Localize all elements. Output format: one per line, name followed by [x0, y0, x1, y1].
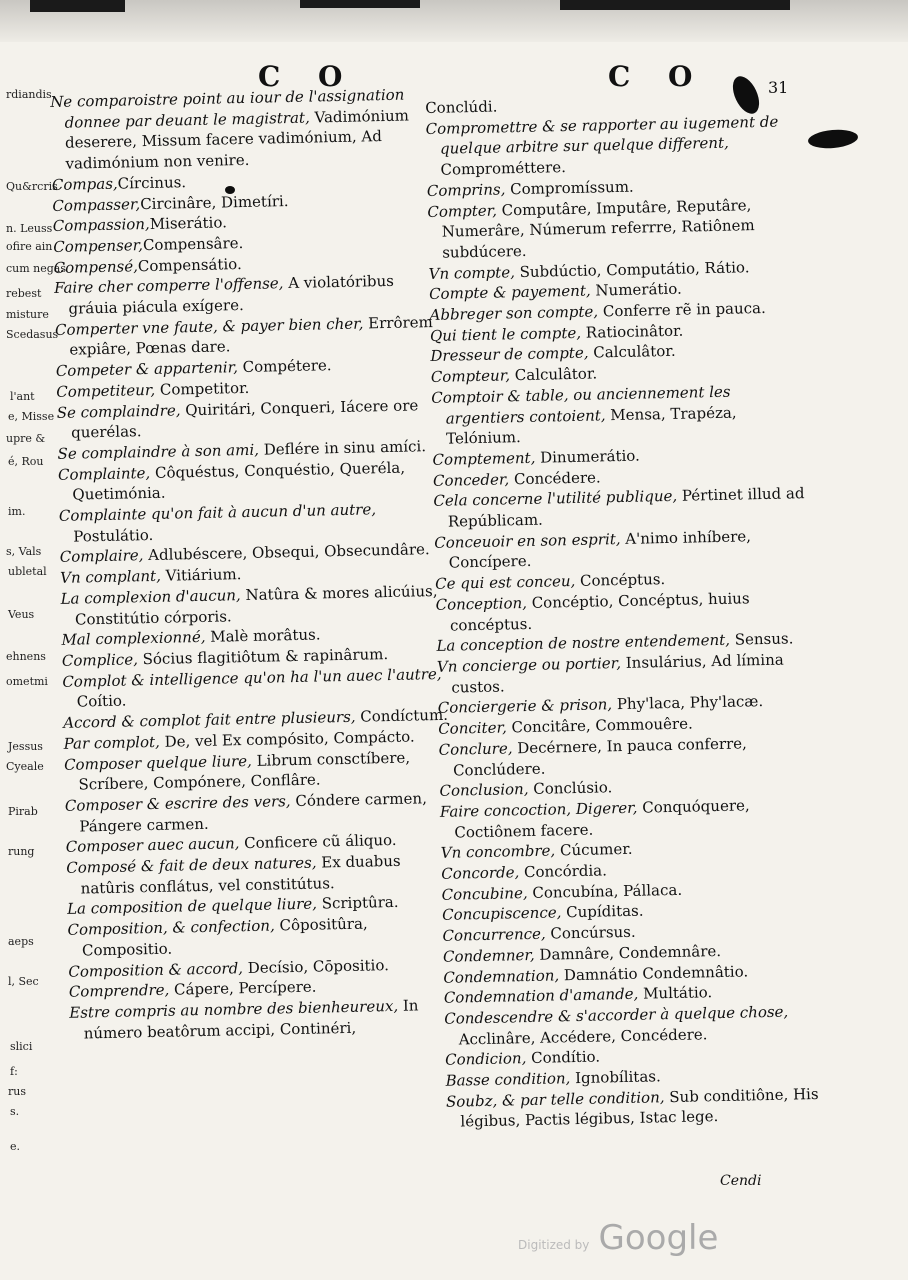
entry-french: Condemnation, [443, 965, 560, 987]
margin-fragment: aeps [8, 935, 34, 948]
margin-fragment: slici [10, 1040, 33, 1053]
entry-french: Comptoir & table, ou anciennement les argentiers contoient, [431, 382, 731, 428]
entry-french: Composer & escrire des vers, [64, 792, 291, 815]
margin-fragment: rus [8, 1085, 26, 1098]
entry-latin: Ex duabus natûris conflátus, vel constitútus. [80, 851, 401, 898]
entry-french: Faire concoction, Digerer, [439, 798, 638, 821]
entry-french: Conciergerie & prison, [437, 695, 613, 718]
entry-french: La conception de nostre entendement, [436, 631, 731, 656]
right-column [425, 90, 827, 1133]
entry-latin: Concéptus. [575, 570, 666, 591]
margin-fragment: e, Misse [8, 410, 55, 423]
entry-french: Qui tient le compte, [429, 323, 582, 345]
entry-latin: Compromíssum. [505, 177, 634, 199]
entry-latin: Subdúctio, Computátio, Rátio. [514, 257, 750, 281]
entry-french: La complexion d'aucun, [60, 585, 241, 608]
entry-french: Composé & fait de deux natures, [66, 853, 317, 877]
entry-french: Soubz, & par telle condition, [445, 1087, 665, 1111]
entry-french: Vn concombre, [440, 841, 556, 863]
page-number: 31 [768, 78, 789, 97]
entry-french: Composer auec aucun, [65, 834, 240, 857]
entry-latin: Concórdia. [519, 861, 608, 882]
entry-french: Comperter vne faute, & payer bien cher, [54, 314, 364, 339]
entry-french: Composition & accord, [68, 958, 244, 981]
entry-latin: A violatóribus gráuia piácula exígere. [68, 272, 395, 318]
ink-smear [560, 0, 790, 10]
entry-french: Mal complexionné, [61, 628, 206, 650]
dictionary-entry [69, 995, 460, 1045]
entry-latin: Conquóquere, Coctiônem facere. [454, 796, 750, 842]
entry-latin: Calculâtor. [588, 342, 676, 363]
entry-french: Se complaindre, [56, 400, 181, 422]
google-watermark [518, 1218, 718, 1258]
entry-latin: Cúcumer. [555, 840, 633, 860]
entry-latin: Vadimónium deserere, Missum facere vadimónium, Ad vadimónium non venire. [64, 106, 410, 173]
entry-latin: Ratiocinâtor. [580, 321, 684, 342]
entry-latin: Numerátio. [590, 279, 682, 300]
entry-french: Se complaindre à son ami, [57, 440, 260, 463]
entry-latin: Condítio. [526, 1047, 601, 1068]
entry-latin: Conclúdi. [425, 97, 498, 117]
entry-latin: Circinâre, Dimetíri. [140, 191, 289, 213]
dictionary-entry [446, 1084, 827, 1133]
margin-fragment: Veus [8, 608, 35, 621]
entry-french: Complainte qu'on fait à aucun d'un autre, [58, 500, 377, 525]
entry-french: Comprendre, [68, 980, 170, 1002]
margin-fragment: s. [10, 1105, 20, 1118]
entry-french: Conception, [435, 593, 528, 614]
entry-french: Estre compris au nombre des bienheureux, [69, 996, 399, 1022]
entry-french: Competiteur, [56, 380, 156, 401]
entry-latin: Postulátio. [73, 525, 154, 546]
entry-latin: Cóndere carmen, Pángere carmen. [79, 789, 428, 836]
entry-latin: Adlubéscere, Obsequi, Obsecundâre. [143, 540, 430, 565]
entry-french: Comptement, [432, 448, 536, 469]
entry-latin: Quiritári, Conqueri, Iácere ore querélas. [70, 395, 419, 442]
entry-french: Compassion, [52, 215, 150, 236]
entry-french: Compensé, [53, 256, 139, 277]
entry-french: Condemner, [442, 945, 535, 966]
entry-latin: Decísio, Cōpositio. [242, 955, 390, 977]
entry-latin: Damnátio Condemnâtio. [558, 961, 749, 984]
entry-latin: Competitor. [154, 378, 250, 399]
left-column [50, 84, 460, 1044]
entry-latin: Comprométtere. [440, 158, 567, 179]
entry-latin: Compensâre. [142, 233, 244, 255]
entry-french: Complainte, [57, 463, 151, 484]
entry-latin: In número beatôrum accipi, Continéri, [83, 996, 419, 1043]
ink-smear [300, 0, 420, 8]
entry-french: Complice, [61, 650, 139, 670]
margin-fragment: f: [10, 1065, 18, 1078]
margin-fragment: ometmi [6, 675, 48, 688]
entry-latin: Concédere. [509, 468, 601, 488]
entry-french: La composition de quelque liure, [66, 895, 318, 919]
margin-fragment: cum negas [6, 262, 67, 275]
watermark-brand: Google [598, 1218, 719, 1258]
dictionary-entry [431, 380, 812, 450]
margin-fragment: e. [10, 1140, 21, 1153]
entry-latin: Ignobílitas. [570, 1067, 661, 1088]
entry-french: Faire cher comperre l'offense, [53, 274, 284, 298]
entry-latin: Decérnere, In pauca conferre, Conclúdere. [452, 734, 748, 780]
entry-latin: Concubína, Pállaca. [527, 880, 683, 902]
margin-fragment: l, Sec [8, 975, 39, 988]
entry-latin: Círcinus. [117, 172, 187, 193]
margin-fragment: ubletal [8, 565, 47, 578]
entry-french: Basse condition, [445, 1069, 571, 1090]
entry-french: Conceder, [432, 469, 510, 490]
entry-latin: Conclúsio. [528, 778, 613, 799]
dictionary-entry [427, 194, 808, 264]
entry-latin: Concitâre, Commouêre. [506, 714, 693, 737]
margin-fragment: upre & [6, 432, 46, 445]
entry-latin: Multátio. [638, 983, 713, 1003]
entry-latin: Malè morâtus. [205, 625, 321, 647]
dictionary-entry [425, 111, 806, 181]
entry-french: Compas, [51, 174, 118, 194]
margin-fragment: rung [8, 845, 35, 858]
entry-latin: Coítio. [76, 691, 127, 711]
entry-french: Abbreger son compte, [429, 302, 599, 324]
entry-latin: Errôrem expiâre, Pœnas dare. [69, 312, 433, 360]
entry-french: Par complot, [63, 732, 161, 753]
entry-latin: Miserátio. [149, 213, 228, 234]
entry-latin: De, vel Ex compósito, Compácto. [159, 727, 415, 751]
entry-latin: Conferre rẽ in pauca. [597, 298, 766, 321]
entry-french: Conclusion, [439, 780, 529, 801]
entry-latin: Phy'laca, Phy'lacæ. [611, 692, 764, 714]
margin-fragment: n. Leuss [6, 222, 53, 235]
entry-latin: Côquéstus, Conquéstio, Queréla, Quetimónia. [72, 458, 406, 504]
entry-latin: Insulárius, Ad límina custos. [451, 650, 784, 697]
entry-french: Condemnation d'amande, [443, 984, 639, 1008]
entry-french: Conclure, [438, 739, 513, 759]
entry-latin: Vitiárium. [160, 565, 242, 585]
entry-french: Concurrence, [442, 924, 546, 945]
entry-french: Cela concerne l'utilité publique, [433, 487, 678, 511]
watermark-prefix: Digitized by [518, 1238, 590, 1252]
entry-latin: Côpositûra, Compositio. [81, 914, 368, 960]
entry-french: Ne comparoistre point au iour de l'assignation donnee par deuant le magistrat, [50, 85, 405, 132]
entry-latin: Calculâtor. [509, 364, 598, 385]
entry-latin: A'nimo inhíbere, Concípere. [448, 527, 752, 573]
entry-latin: Sensus. [729, 629, 794, 650]
entry-latin: Conficere cũ áliquo. [239, 831, 397, 853]
entry-french: Ce qui est conceu, [434, 572, 576, 594]
margin-fragment: Scedasus [6, 328, 59, 341]
entry-french: Compter, [427, 201, 498, 221]
entry-latin: Concúrsus. [545, 922, 636, 943]
margin-fragment: rebest [6, 287, 42, 300]
entry-latin: Dinumerátio. [535, 446, 641, 467]
entry-french: Concupiscence, [441, 903, 562, 925]
margin-fragment: misture [6, 308, 49, 321]
entry-latin: Damnâre, Condemnâre. [534, 941, 722, 964]
entry-latin: Scriptûra. [316, 893, 399, 914]
margin-fragment: Cyeale [6, 760, 44, 773]
entry-latin: Cápere, Percípere. [169, 977, 317, 999]
margin-fragment: Qu&rcris [6, 180, 58, 193]
entry-latin: Acclinâre, Accédere, Concédere. [458, 1024, 708, 1049]
entry-french: Vn compte, [428, 262, 516, 283]
entry-latin: Pértinet illud ad Repúblicam. [447, 484, 805, 531]
entry-french: Conceuoir en son esprit, [434, 529, 621, 552]
entry-latin: Sócius flagitiôtum & rapinârum. [137, 645, 389, 669]
entry-french: Vn concierge ou portier, [436, 654, 622, 676]
margin-fragment: Pirab [8, 805, 38, 818]
entry-latin: Sub conditiône, His légibus, Pactis légibus, Istac lege. [460, 1084, 819, 1131]
entry-latin: Condíctum. [355, 705, 449, 726]
entry-latin: Computâre, Imputâre, Reputâre, Numerâre, Númerum referrre, Ratiônem subdúcere. [441, 195, 755, 262]
entry-french: Compte & payement, [428, 281, 591, 304]
margin-fragment: rdiandis [6, 88, 52, 101]
entry-french: Compteur, [430, 366, 511, 387]
entry-latin: Librum consctíbere, Scríbere, Compónere, Conflâre. [78, 748, 411, 794]
entry-french: Composer quelque liure, [63, 751, 253, 774]
entry-french: Condescendre & s'accorder à quelque chose, [444, 1002, 789, 1028]
entry-french: Compenser, [53, 236, 144, 256]
entry-french: Conciter, [438, 718, 507, 738]
ink-smear [30, 0, 125, 12]
entry-latin: Compensátio. [137, 254, 242, 275]
entry-latin: Mensa, Trapéza, Telónium. [445, 403, 737, 448]
catchword: Cendi [720, 1173, 762, 1189]
margin-fragment: é, Rou [8, 455, 44, 468]
entry-french: Concubine, [441, 883, 528, 904]
entry-french: Complot & intelligence qu'on ha l'un auec l'autre, [62, 664, 442, 691]
ink-blot [807, 128, 858, 150]
margin-fragment: Jessus [8, 740, 43, 753]
running-head-left: C O [258, 60, 357, 93]
margin-fragment: im. [8, 505, 26, 518]
entry-french: Vn complant, [59, 566, 162, 588]
entry-french: Comprins, [426, 180, 506, 200]
dictionary-entry [50, 84, 442, 175]
entry-french: Concorde, [441, 863, 520, 883]
entry-french: Competer & appartenir, [55, 358, 239, 381]
margin-fragment: l'ant [10, 390, 35, 403]
margin-fragment: ehnens [6, 650, 46, 663]
running-head-right: C O [608, 60, 707, 93]
entry-french: Compasser, [52, 194, 141, 215]
entry-latin: Compétere. [237, 356, 332, 377]
entry-latin: Deflére in sinu amíci. [258, 437, 427, 459]
entry-latin: Cupíditas. [561, 902, 644, 922]
entry-latin: Concéptio, Concéptus, huius concéptus. [449, 589, 750, 635]
entry-latin: Natûra & mores alicúius, Constitútio córporis. [74, 581, 438, 629]
entry-french: Condicion, [444, 1049, 527, 1070]
entry-french: Accord & complot fait entre plusieurs, [63, 707, 356, 732]
entry-french: Composition, & confection, [67, 916, 275, 939]
entry-french: Complaire, [59, 546, 144, 567]
margin-fragment: ofire ain [6, 240, 53, 253]
margin-fragment: s, Vals [6, 545, 42, 558]
entry-french: Compromettre & se rapporter au iugement de quelque arbitre sur quelque different, [425, 112, 779, 159]
entry-french: Dresseur de compte, [430, 344, 589, 366]
